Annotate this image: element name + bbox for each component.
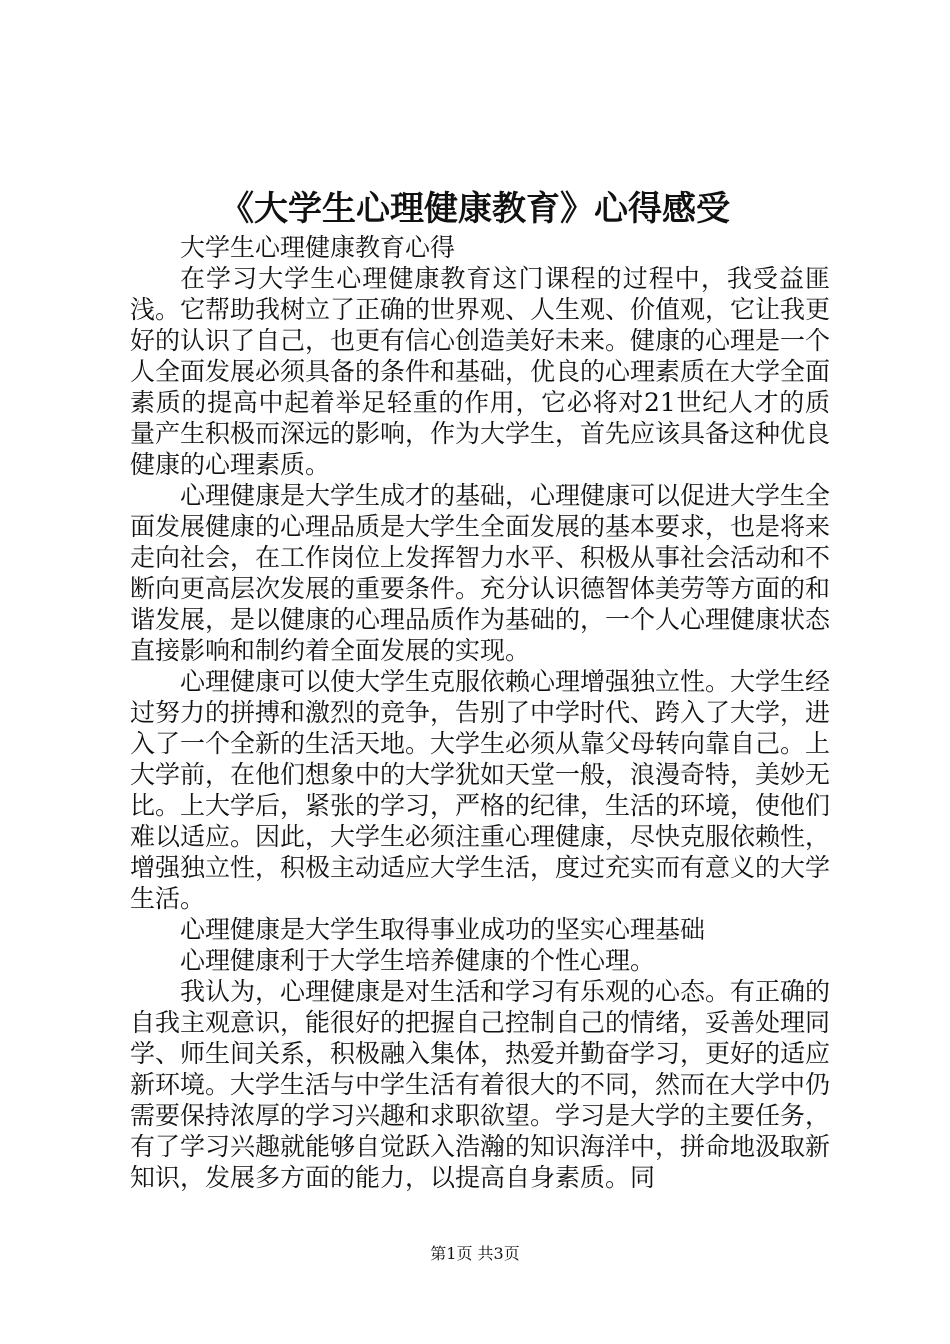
paragraph-5: 心理健康利于大学生培养健康的个性心理。 [180, 946, 656, 975]
paragraph-3: 心理健康可以使大学生克服依赖心理增强独立性。大学生经过努力的拼搏和激烈的竞争，告别了中学时代、跨入了大学，进入了一个全新的生活天地。大学生必须从靠父母转向靠自己。上大学前，在他们想象中的大学犹如天堂一般，浪漫奇特，美妙无比。上大学后，紧张的学习，严格的纪律，生活的环境，使他们难以适应。因此，大学生必须注重心理健康，尽快克服依赖性，增强独立性，积极主动适应大学生活，度过充实而有意义的大学生活。 [130, 667, 831, 913]
paragraph-6: 我认为，心理健康是对生活和学习有乐观的心态。有正确的自我主观意识，能很好的把握自己控制自己的情绪，妥善处理同学、师生间关系，积极融入集体，热爱并勤奋学习，更好的适应新环境。大学生活与中学生活有着很大的不同，然而在大学中仍需要保持浓厚的学习兴趣和求职欲望。学习是大学的主要任务，有了学习兴趣就能够自觉跃入浩瀚的知识海洋中，拼命地汲取新知识，发展多方面的能力，以提高自身素质。同 [130, 977, 831, 1192]
paragraph-subtitle: 大学生心理健康教育心得 [180, 233, 456, 262]
document-body [130, 232, 830, 1193]
paragraph-1: 在学习大学生心理健康教育这门课程的过程中，我受益匪浅。它帮助我树立了正确的世界观、人生观、价值观，它让我更好的认识了自己，也更有信心创造美好未来。健康的心理是一个人全面发展必须具备的条件和基础，优良的心理素质在大学全面素质的提高中起着举足轻重的作用，它必将对21世纪人才的质量产生积极而深远的影响，作为大学生，首先应该具备这种优良健康的心理素质。 [130, 264, 831, 479]
document-title: 《大学生心理健康教育》心得感受 [220, 189, 730, 229]
paragraph-4: 心理健康是大学生取得事业成功的坚实心理基础 [180, 915, 706, 944]
page-number-footer: 第1页 共3页 [430, 1244, 520, 1263]
paragraph-2: 心理健康是大学生成才的基础，心理健康可以促进大学生全面发展健康的心理品质是大学生全面发展的基本要求，也是将来走向社会，在工作岗位上发挥智力水平、积极从事社会活动和不断向更高层次发展的重要条件。充分认识德智体美劳等方面的和谐发展，是以健康的心理品质作为基础的，一个人心理健康状态直接影响和制约着全面发展的实现。 [130, 481, 831, 665]
